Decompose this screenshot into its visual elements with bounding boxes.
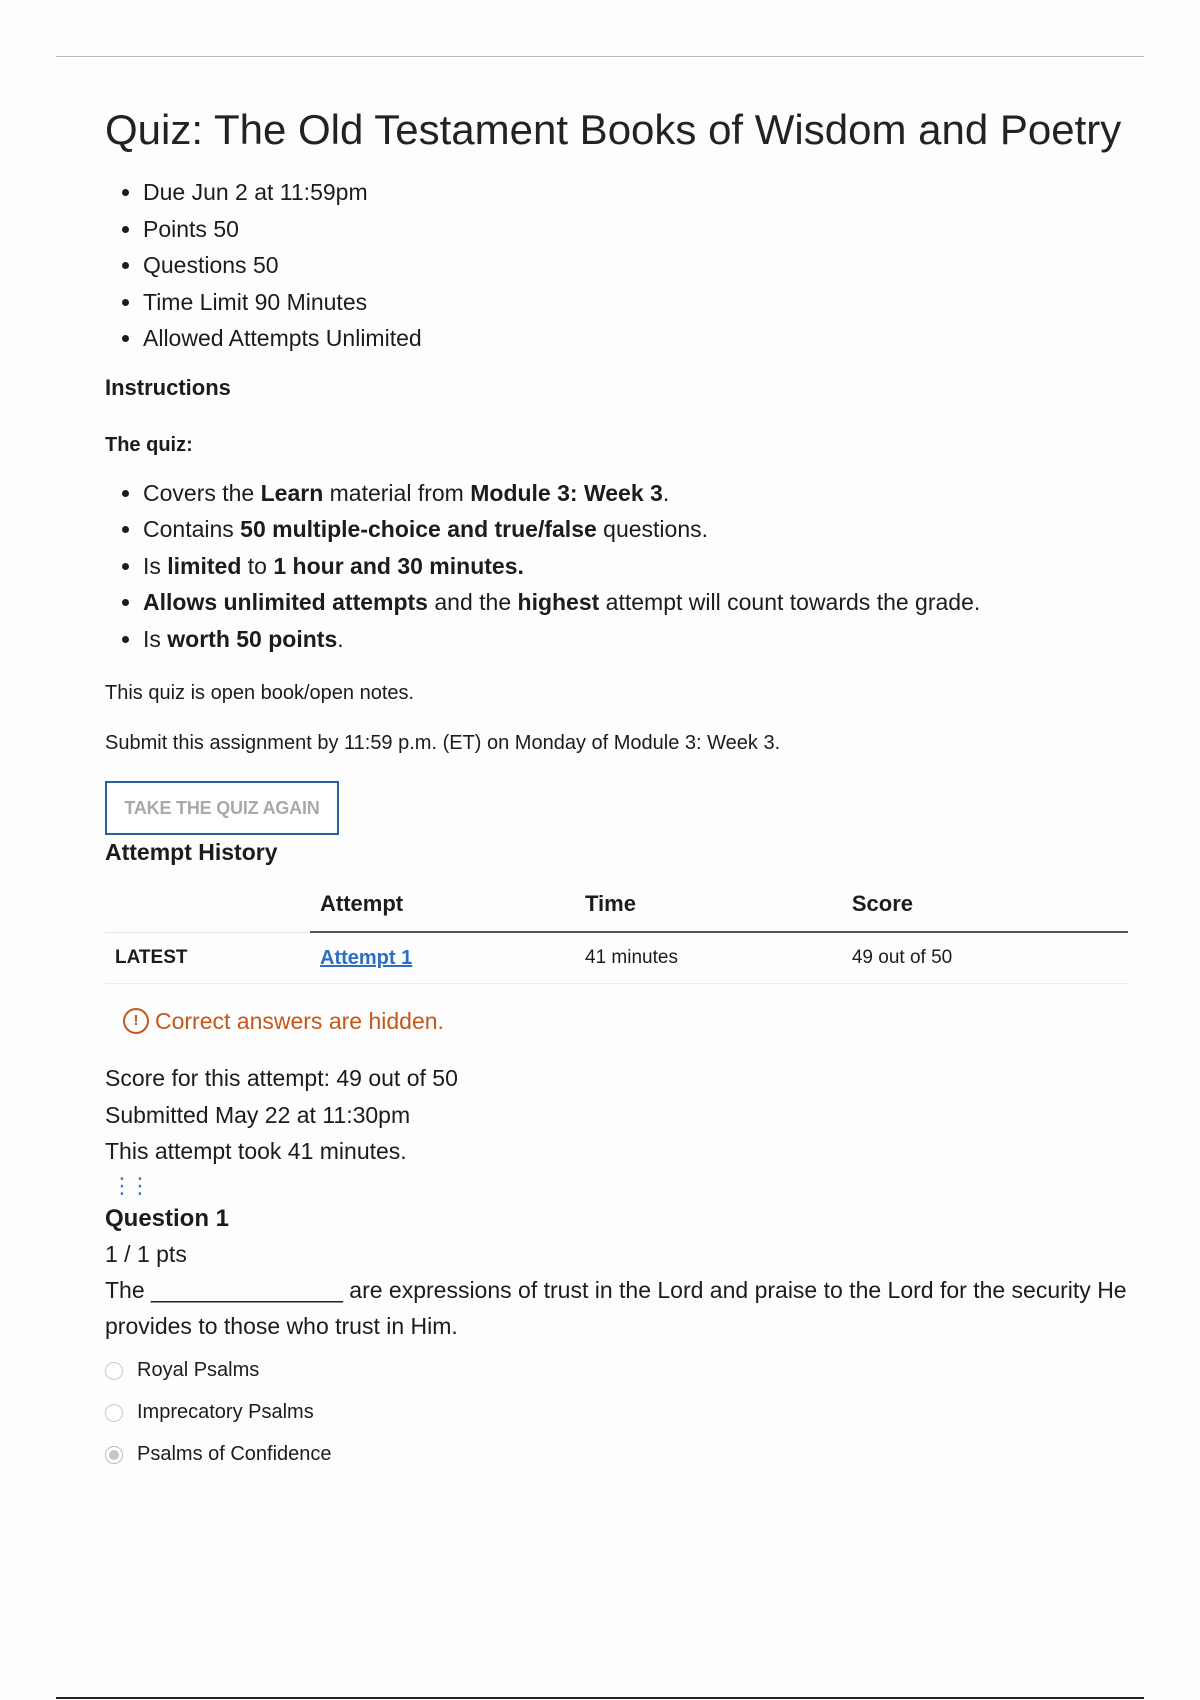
instructions-heading: Instructions [105,374,231,400]
answer-option[interactable] [105,1392,1130,1434]
table-row [105,932,1128,984]
attempt-history-table [105,883,1128,984]
column-header-attempt: Attempt [310,883,575,932]
instruction-text: Is [143,552,168,579]
instruction-text: attempt will count towards the grade. [599,589,981,615]
instructions-subheading: The quiz: [105,433,193,456]
attempt-summary [105,1060,1130,1170]
instruction-emphasis: Allows unlimited attempts [143,589,428,615]
quiz-page [105,96,1130,1476]
instruction-item [143,548,1130,585]
instruction-emphasis: limited [167,552,242,579]
answer-option[interactable] [105,1434,1130,1476]
answer-options [105,1350,1130,1476]
answer-option[interactable] [105,1350,1130,1392]
detail-due: • Due Jun 2 at 11:59pm [143,174,1130,211]
header-blank [105,883,310,932]
submit-deadline-note: Submit this assignment by 11:59 p.m. (ET) on Monday of Module 3: Week 3. [105,732,781,754]
radio-icon[interactable] [105,1362,123,1380]
instruction-text: Is [143,625,168,652]
instruction-text: material from [323,479,471,506]
instruction-emphasis: worth 50 points [167,625,338,652]
submitted-date: Submitted May 22 at 11:30pm [105,1101,411,1128]
alert-text: Correct answers are hidden. [155,1008,444,1034]
detail-time-limit: • Time Limit 90 Minutes [143,284,1130,321]
detail-questions: • Questions 50 [143,247,1130,284]
column-header-score: Score [842,883,1128,932]
attempt-1-link[interactable]: Attempt 1 [320,946,413,969]
instruction-text: questions. [596,516,709,542]
answer-label: Royal Psalms [137,1359,260,1381]
question-heading: Question 1 [105,1204,230,1232]
radio-icon[interactable] [105,1404,123,1422]
instruction-item [143,475,1130,512]
time-cell: 41 minutes [575,932,842,984]
take-quiz-again-button[interactable]: TAKE THE QUIZ AGAIN [105,781,339,835]
quiz-details [105,174,1130,357]
instruction-emphasis: Learn [260,479,324,506]
instruction-text: . [662,479,670,506]
instruction-text: Covers the [143,479,261,506]
instruction-text: Contains [143,516,241,542]
open-book-note: This quiz is open book/open notes. [105,682,415,704]
radio-selected-icon[interactable] [105,1446,123,1464]
instruction-emphasis: 50 multiple-choice and true/false [240,516,597,542]
table-header-row [105,883,1128,932]
answer-label: Imprecatory Psalms [137,1401,314,1423]
bottom-divider [56,1697,1144,1699]
instruction-item [143,511,1130,548]
instruction-text: . [337,625,344,652]
attempt-duration: This attempt took 41 minutes. [105,1138,407,1164]
attempt-cell [310,932,575,984]
drag-handle-icon[interactable]: ⋮⋮ [111,1172,147,1198]
instruction-emphasis: Module 3: Week 3 [470,479,663,506]
instruction-item [143,584,1130,621]
hidden-answers-alert [123,1006,1130,1036]
answer-label: Psalms of Confidence [137,1443,332,1465]
page-title: Quiz: The Old Testament Books of Wisdom and Poetry [105,106,1122,153]
instruction-emphasis: highest [517,589,600,615]
instruction-emphasis: 1 hour and 30 minutes. [273,552,524,579]
latest-label: LATEST [105,932,310,984]
instruction-text: and the [427,589,518,615]
attempt-history-heading: Attempt History [105,839,278,865]
detail-points: • Points 50 [143,211,1130,248]
column-header-time: Time [575,883,842,932]
attempt-score: Score for this attempt: 49 out of 50 [105,1065,458,1091]
question-points: 1 / 1 pts [105,1240,187,1267]
score-cell: 49 out of 50 [842,932,1128,984]
instruction-item [143,621,1130,658]
detail-attempts: • Allowed Attempts Unlimited [143,320,1130,357]
question-text: The _______________ are expressions of trust in the Lord and praise to the Lord for the security He provides to those who trust in Him. [105,1276,1127,1339]
top-divider [56,56,1144,57]
instruction-text: to [241,552,274,579]
warning-icon: ! [123,1008,149,1034]
instruction-list [105,475,1130,658]
